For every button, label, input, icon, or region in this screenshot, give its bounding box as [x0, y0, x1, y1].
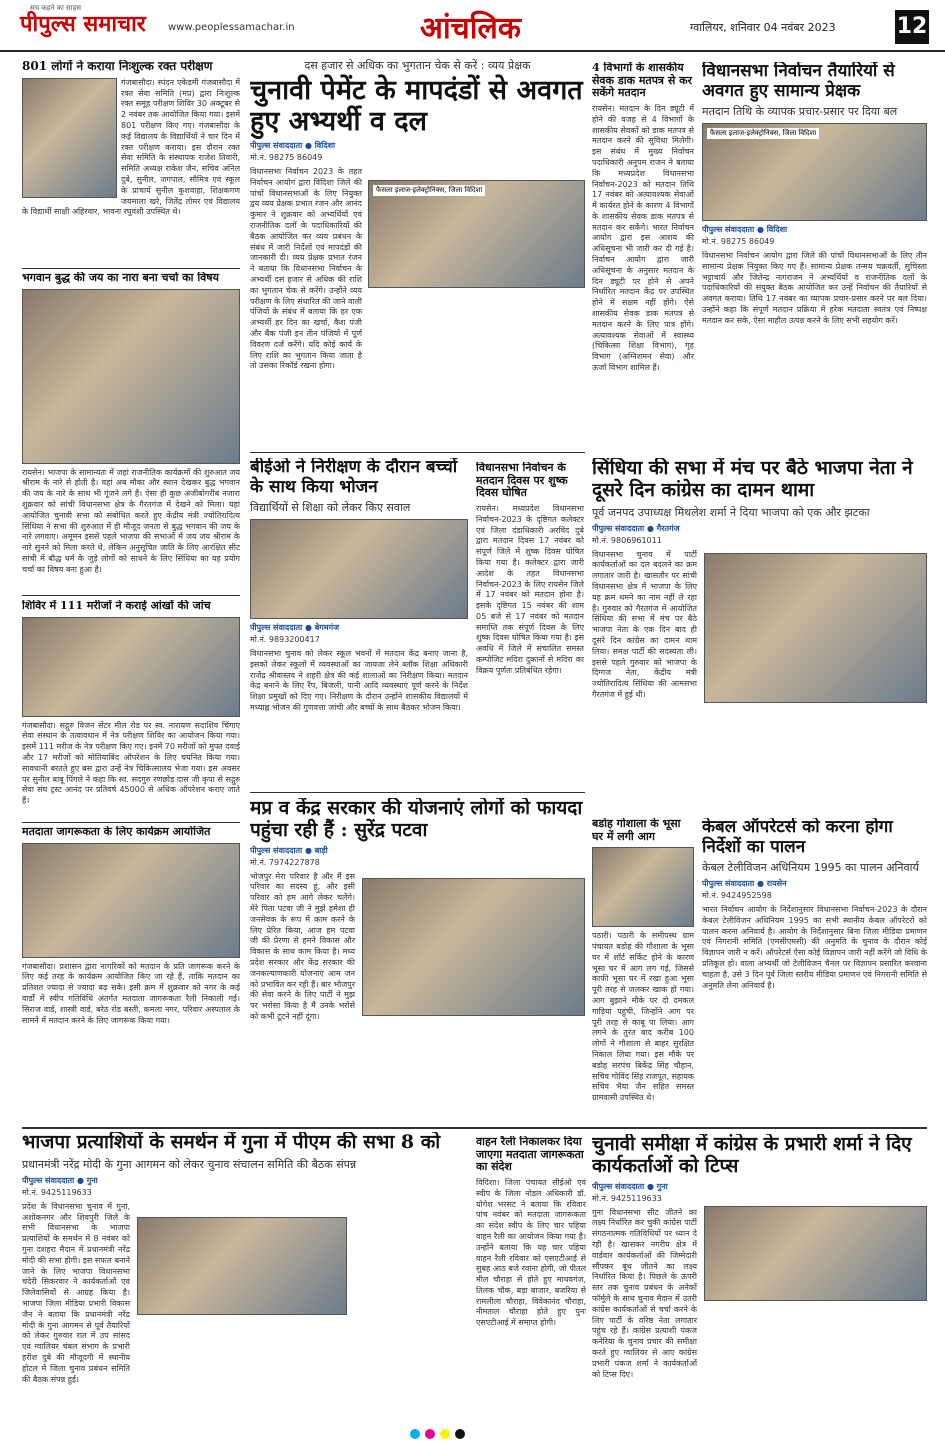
- registration-mark: [440, 1429, 450, 1439]
- article-body: पठारी। पठारी के समीपस्थ ग्राम पंचायत बडोह की गौशाला के भूसा घर में शॉर्ट सर्किट होने के कारण भूसा घर में आग लग गई, जिससे काफी भूसा घर में रखा हुआ भूसा पूरी तरह से जलकर खाक हो गया। आग बुझाने मौके पर दो दमकल गाड़ियां पहुंची, जिन्होंने आग पर पूरी तरह से काबू पा लिया। आग लगने के तुरंत बाद करीब 100 लोगों ने गौशाला से बाहर सुरक्षित निकाल लिया गया। इस मौके पर बडोह सरपंच बिकेंद्र सिंह चौहान, सचिव गोविंद सिंह राजपूत, सहायक सचिव भैया जैन सहित समस्त ग्रामवासी उपस्थित थे।: [592, 931, 694, 1103]
- photo: [22, 289, 240, 464]
- article-blood-test: [22, 60, 240, 265]
- article-body: भोजपुर मेरा परिवार है और मैं इस परिवार का सदस्य हूं, और इसी परिवार को हम आगे लेकर चलेंगे। मेरे पिता पटवा जी ने मुझे हमेशा ही जनसेवक के रूप में काम करने के लिए प्रेरित किया, आज हम पटवा जी की प्रेरणा से हमने विकास और विकास के साथ काम किया है। मध्य प्रदेश सरकार और केंद्र सरकार की जनकल्याणकारी योजनाएं आम जन को प्रभावित कर रही हैं। बार भोजपुर की सेवा करने के लिए पार्टी ने मुझ पर भरोसा किया है मैं उनके भरोसे को कभी टूटने नहीं दूंगा।: [250, 871, 355, 1022]
- page-number: 12: [895, 10, 929, 44]
- photo: [702, 123, 927, 221]
- article-patwa: [250, 798, 585, 1123]
- mobile-number: मो.नं. 9425119633: [592, 1193, 662, 1203]
- byline: पीपुल्स संवाददाता ● गुना: [592, 1181, 668, 1191]
- headline: विधानसभा निर्वाचन के मतदान दिवस पर शुष्क दिवस घोषित: [476, 462, 568, 500]
- article-congress-review: [592, 1134, 927, 1417]
- photo: [137, 1217, 347, 1315]
- headline: मप्र व केंद्र सरकार की योजनाएं लोगों को फायदा पहुंचा रही हैं : सुरेंद्र पटवा: [250, 798, 583, 841]
- article-guna-pm-rally: [22, 1132, 467, 1417]
- article-cable-operators: [702, 818, 927, 1123]
- photo: [362, 878, 585, 1016]
- article-body: विधानसभा चुनाव को लेकर स्कूल भवनों में मतदान केंद्र बनाए जाना है, इसको लेकर स्कूलों में व्यवस्थाओं का जायजा लेने ब्लॉक शिक्षा अधिकारी राजेंद्र श्रीवास्तव ने शहरी क्षेत्र की कई शालाओं का निरीक्षण किया। मतदान केंद्र बनाने के लिए रैंप, बिजली, पानी आदि व्यवस्थाएं पूर्ण करने के निर्देश शिक्षा प्रमुखों को दिए गए। निरीक्षण के दौरान उन्होंने शासकीय विद्यालयों में मध्याह्न भोजन की गुणवत्ता जांची और बच्चों के साथ बैठकर भोजन किया।: [250, 649, 468, 713]
- newspaper-logo: पीपुल्स समाचार: [20, 11, 146, 37]
- headline: 4 विभागों के शासकीय सेवक डाक मतपत्र से कर सकेंगे मतदान: [592, 62, 693, 100]
- byline: पीपुल्स संवाददाता ● बेगमगंज: [250, 623, 340, 633]
- article-voter-awareness: [22, 826, 240, 1126]
- article-body: भारत निर्वाचन आयोग के निर्देशानुसार विधानसभा निर्वाचन-2023 के दौरान केबल टेलीविजन अधिनियम 1995 का सभी स्थानीय केबल ऑपरेटरों को पालन करना अनिवार्य है। आयोग के निर्देशानुसार बिना जिला मीडिया प्रमाणन एवं निगरानी समिति (एमसीएमसी) की अनुमति के चुनाव के दौरान कोई विज्ञापन जारी न करें। ऑपरेटर्स ऐसा कोई विज्ञापन जारी नहीं करेंगे जो विधि के प्रतिकूल हो। वाला अभ्यर्थी जो टेलीविजन चैनल पर विज्ञापन प्रसारित करवाना चाहता है, उसे 3 दिन पूर्व जिला स्तरीय मीडिया प्रमाणन एवं निगरानी समिति से अनुमति लेना अनिवार्य है।: [702, 905, 927, 990]
- subheadline: केबल टेलीविजन अधिनियम 1995 का पालन अनिवार्य: [702, 861, 919, 875]
- photo: [368, 180, 585, 288]
- subheadline: मतदान तिथि के व्यापक प्रचार-प्रसार पर दिया बल: [702, 105, 898, 119]
- headline: केबल ऑपरेटर्स को करना होगा निर्देशों का पालन: [702, 818, 893, 857]
- photo-caption: फैसला इलाज-इलेक्ट्रोनिक्स, जिला विदिशा: [373, 185, 485, 196]
- headline: शिविर में 111 मरीजों ने कराई आंखों की जांच: [22, 600, 211, 612]
- mobile-number: मो.नं. 9425119633: [22, 1187, 92, 1197]
- photo: [592, 847, 694, 927]
- article-body: गंजबासौदा। सद्गुरु विजन सेंटर मील रोड पर स्व. नारायण सदाशिव चिंगाए सेवा संस्थान के तत्वावधान में नेत्र परीक्षण शिविर का आयोजन किया गया। इसमें 111 मरीज के नेत्र परीक्षण किए गए। इनमें 70 मरीजों को मुफ्त दवाई और 17 मरीजों को मोतियाबिंद ऑपरेशन के लिए चयनित किया गया। सावधानी बरतते हुए बस द्वारा उन्हें नेत्र चिकित्सालय भेजा गया। इस अवसर पर सुनील बाबू पिंगले ने कहा कि स्व. सदगुरु रणछोड़ दास जी कृपा से सद्गुरु सेवा संघ ट्रस्ट आनंद पर प्रतिवर्ष 45000 से अधिक ऑपरेशन कराए जाते हैं।: [22, 720, 240, 806]
- article-body: रायसेन। मध्यप्रदेश विधानसभा निर्वाचन-2023 के दृष्टिगत कलेक्टर एवं जिला दंडाधिकारी अरविंद दुबे द्वारा मतदान दिवस 17 नवंबर को संपूर्ण जिले में शुष्क दिवस घोषित किया गया है। कलेक्टर द्वारा जारी आदेश के तहत विधानसभा निर्वाचन-2023 के लिए रायसेन जिले में 17 नवंबर को मतदान होना है। इसके दृष्टिगत 15 नवंबर की शाम 05 बजे से 17 नवंबर को मतदान समाप्ति तक संपूर्ण दिवस के लिए शुष्क दिवस घोषित किया गया है। इस अवधि में जिले में संचालित समस्त कम्पोजिट मदिरा दुकानों से मदिरा का विक्रय पूर्णतः प्रतिबंधित रहेगा।: [476, 503, 584, 675]
- headline: चुनावी समीक्षा में कांग्रेस के प्रभारी शर्मा ने दिए कार्यकर्ताओं को टिप्स: [592, 1134, 912, 1177]
- tagline: सच कहने का साहस: [30, 4, 82, 12]
- photo: [704, 1206, 927, 1301]
- byline: पीपुल्स संवाददाता ● गैरतगंज: [592, 523, 680, 533]
- subheadline: विद्यार्थियों से शिक्षा को लेकर किए सवाल: [250, 501, 411, 515]
- headline: सिंधिया की सभा में मंच पर बैठे भाजपा नेता ने दूसरे दिन कांग्रेस का दामन थामा: [592, 458, 913, 501]
- article-eye-camp: [22, 600, 240, 820]
- mobile-number: मो.नं. 9806961011: [592, 535, 662, 545]
- section-title: आंचलिक: [420, 11, 521, 46]
- photo: [250, 519, 468, 619]
- article-body: रायसेन। भाजपा के सामान्यतः में जहां राजनीतिक कार्यक्रमों की शुरुआत जय श्रीराम के नारे से होती है। वहां अब मौका और स्थान देखकर बुद्ध भगवान की जय के नारे के साथ भी गूंजने लगे हैं। ऐसा ही कुछ अजीबोगरीब नजारा शुक्रवार को सांची विधानसभा क्षेत्र के गैरतगंज में देखने को मिला। यहां आयोजित चुनावी सभा को संबोधित करते हुए केंद्रीय मंत्री ज्योतिरादित्य सिंधिया ने सभा की शुरुआत में ही मौजूद जनता से बुद्ध भगवान की जय के नारे लगवाए। अमूमन इससे पहले भाजपा की सभाओं में जय जय श्रीराम के नारे सुनने को मिला करते थे, लेकिन अनुसूचित जाति के लिए आरक्षित सीट सांची में बौद्ध धर्म के जुड़े लोगों को साधने के लिए सिंधिया का यह प्रयोग चर्चा का विषय बना हुआ है।: [22, 467, 240, 574]
- photo: [22, 843, 240, 958]
- headline: विधानसभा निर्वाचन तैयारियों से अवगत हुए सामान्य प्रेक्षक: [702, 62, 895, 101]
- byline: पीपुल्स संवाददाता ● रायसेन: [702, 879, 787, 889]
- registration-mark: [425, 1429, 435, 1439]
- article-body: प्रदेश के विधानसभा चुनाव में गुना, अशोकनगर और शिवपुरी जिले के सभी विधानसभा के भाजपा प्रत्याशियों के समर्थन में 8 नवंबर को गुना दशहरा मैदान में प्रधानमंत्री नरेंद्र मोदी की सभा होगी। इस सफल बनाने जाने के लिए भाजपा विधानसभा चंदेरी सिकरवार ने कार्यकर्ताओं एवं जिलेवासियों से आग्रह किया है। भाजपा जिला मीडिया प्रभारी विकास जैन ने बताया कि प्रधानमंत्री नरेंद्र मोदी के गुना आगमन से पूर्व तैयारियों को लेकर गुरुवार रात में उप सांसद एवं ग्वालियर चंबल संभाग के प्रभारी हरीश दुबे की मौजूदगी में स्थानीय होटल में जिला चुनाव प्रबंधन समिति की बैठक संपन्न हुई।: [22, 1201, 130, 1384]
- mobile-number: मो.नं. 9424952598: [702, 891, 772, 901]
- article-body: विदिशा। जिला पंचायत सीईओ एवं स्वीप के जिला नोडल अधिकारी डॉ. योगेश भरसट ने बताया कि रविवार पांच नवंबर को मतदाता जागरूकता का संदेश स्वीप के लिए चार पहिया वाहन रैली का आयोजन किया गया है। उन्होंने बताया कि यह चार पहिया वाहन रैली रविवार को एसएटीआई से सुबह आठ बजे रवाना होगी, जो पीतल मील चौराहा से होते हुए माधवगंज, तिलक चौक, बड़ा बाजार, बजरिया से रामलीला चौराहा, विवेकानंद चौराहा, नीमताल चौराहा होते हुए पुनः एसएटीआई में समाप्त होगी।: [476, 1177, 586, 1328]
- registration-mark: [455, 1429, 465, 1439]
- article-body: गुना विधानसभा सीट जीतने का लक्ष्य निर्धारित कर चुकी कांग्रेस पार्टी संगठनात्मक गतिविधियों पर ध्यान दे रही है। खासकर नगरीय क्षेत्र में वार्डवार कार्यकर्ताओं की जिम्मेदारी सौंपकर बूथ जीतने का लक्ष्य निर्धारित किया है। पिछले के ऊपरी स्तर तक चुनाव प्रबंधन के अनेकों फॉर्मूले के साथ चुनाव मैदान में उतरी कांग्रेस कार्यकर्ताओं से चर्चा करने के लिए पार्टी के वरिष्ठ नेता लगातार पहुंच रहे हैं। कांग्रेस प्रत्याशी पंकज कनेरिया के चुनाव प्रचार की समीक्षा करते हुए ग्वालियर से आए कांग्रेस प्रभारी पंकज शर्मा ने कार्यकर्ताओं को टिप्स दिए।: [592, 1207, 697, 1379]
- headline: 801 लोगों ने कराया निःशुल्क रक्त परीक्षण: [22, 60, 213, 73]
- headline: वाहन रैली निकालकर दिया जाएगा मतदाता जागरूकता का संदेश: [476, 1136, 584, 1174]
- article-election-payment: [250, 58, 585, 448]
- article-body: विधानसभा निर्वाचन आयोग द्वारा जिले की पांचों विधानसभाओं के लिए तीन सामान्य प्रेक्षक नियुक्त किए गए हैं। सामान्य प्रेक्षक तन्मय चक्रवर्ती, सुचिस्ता भट्टाचार्य और जितेन्द्र नागराजन ने अभ्यर्थियों व राजनीतिक दलों के पदाधिकारियों की संयुक्त बैठक आयोजित कर उन्हें निर्वाचन की तैयारियों से अवगत कराया। तिथि 17 नवंबर का व्यापक प्रचार-प्रसार करने पर बल दिया। उन्होंने कहा कि संपूर्ण मतदान प्रक्रिया में हरेक मतदाता स्वतंत्र एवं निष्पक्ष मतदान कर सके, ऐसा माहौल उत्पन्न करने के लिए सभी सहयोग करें।: [702, 251, 927, 325]
- article-body: गंजबासौदा। प्रशासन द्वारा नागरिकों को मतदान के प्रति जागरूक करने के लिए कई तरह के कार्यक्रम आयोजित किए जा रहे हैं, ताकि मतदान का प्रतिशत ज्यादा से ज्यादा बढ़ सके। इसी क्रम में शुक्रवार को नगर के कई वार्डों में स्वीप गतिविधि अंतर्गत मतदाता जागरूकता रैली निकाली गई। सिराज वार्ड, शास्त्री वार्ड, बरेठ रोड बस्ती, कमला नगर, परिवार अस्पताल के सामने में मतदान करने के लिए जागरूक किया गया।: [22, 961, 240, 1025]
- mobile-number: मो.नं. 9893200417: [250, 635, 320, 645]
- headline: बीईओ ने निरीक्षण के दौरान बच्चों के साथ किया भोजन: [250, 458, 458, 497]
- article-body: विधानसभा निर्वाचन 2023 के तहत निर्वाचन आयोग द्वारा विदिशा जिले की पांचों विधानसभाओं के लिए नियुक्त द्वय व्यय प्रेक्षक प्रभात रंजन और आनंद कुमार ने शुक्रवार को अभ्यर्थियों एवं राजनीतिक दलों के पदाधिकारियों की बैठक आयोजित कर व्यय प्रबंधन के संबंध में जारी निर्देशों एवं मापदंडों की जानकारी दी। व्यय प्रेक्षक प्रभात रंजन ने बताया कि विधानसभा निर्वाचन के अभ्यर्थी दस हजार से अधिक की राशि का भुगतान चेक से करेंगे। उन्होंने व्यय परीक्षण के लिए संधारित की जाने वाली पंजियों के संबंध में बताया कि हर एक अभ्यर्थी हर दिन का खर्चा, कैश पंजी और बैंक पंजी इन तीन पंजियों में पूर्ण विवरण दर्ज करेंगे। यदि कोई कार्य के लिए राशि का भुगतान किया जाता है तो उसका रिकॉर्ड रखना होगा।: [250, 167, 362, 371]
- article-beo-inspection: [250, 458, 468, 788]
- article-general-observer: [702, 62, 927, 452]
- photo: [22, 78, 117, 198]
- byline: पीपुल्स संवाददाता ● गुना: [22, 1175, 98, 1185]
- masthead: [0, 0, 945, 52]
- article-body: रायसेन। मतदान के दिन ड्यूटी में होने की वजह से 4 विभागों के शासकीय सेवकों को डाक मतपत्र से मतदान करने की सुविधा मिलेगी। इस संबंध में मुख्य निर्वाचन पदाधिकारी अनुपम राजन ने बताया कि मध्यप्रदेश विधानसभा निर्वाचन-2023 को मतदान तिथि 17 नवंबर को अत्यावश्यक सेवाओं में कार्यरत होने के कारण 4 विभागों के शासकीय सेवक डाक मतपत्र से मतदान कर सकेंगे। भारत निर्वाचन आयोग द्वारा इस आशय की अधिसूचना भी जारी कर दी गई है। निर्वाचन आयोग द्वारा जारी अधिसूचना के अनुसार मतदान के दिन ड्यूटी पर होने से अपने निर्धारित मतदान केंद्र पर उपस्थित होने में सक्षम नहीं होंगे। ऐसे शासकीय सेवक डाक मतपत्र से मतदान करने के लिए पात्र होंगे। अत्यावश्यक सेवाओं में स्वास्थ्य (चिकित्सा शिक्षा विभाग), गृह विभाग (अग्निशमन सेवा) और ऊर्जा विभाग शामिल हैं।: [592, 103, 694, 373]
- article-vehicle-rally: [476, 1136, 586, 1416]
- article-postal-ballot: [592, 62, 694, 452]
- article-body: विधानसभा चुनाव में पार्टी कार्यकर्ताओं का दल बदलने का क्रम लगातार जारी है। खासतौर पर सांची विधानसभा क्षेत्र में भाजपा के लिए यह क्रम थमने का नाम नहीं ले रहा है। गुरुवार को गैरतगंज में आयोजित सिंधिया की सभा में मंच पर बैठे भाजपा नेता के एक दिन बाद ही दूसरे दिन कांग्रेस का दामन थाम लिया। समक्ष पार्टी की सदस्यता ली। इससे पहले गुरुवार को भाजपा के दिग्गज नेता, केंद्रीय मंत्री ज्योतिरादित्य सिंधिया की आमसभा गैरतगंज में हुई थी।: [592, 549, 697, 700]
- article-scindia-rally: [592, 458, 927, 813]
- headline: भाजपा प्रत्याशियों के समर्थन में गुना में पीएम की सभा 8 को: [22, 1132, 441, 1153]
- dateline: ग्वालियर, शनिवार 04 नवंबर 2023: [690, 21, 836, 34]
- mobile-number: मो.नं. 98275 86049: [702, 237, 775, 247]
- article-buddha: [22, 272, 240, 592]
- article-dry-day: [476, 462, 584, 787]
- mobile-number: मो.नं. 98275 86049: [250, 153, 323, 163]
- article-body: गंजबासौदा। स्पंदन एकेडमी गंजबासौदा में रक्त सेवा समिति (मप्र) द्वारा निःशुल्क रक्त समूह परीक्षण शिविर 30 अक्टूबर से 2 नवंबर तक आयोजित किया गया। इसमें 801 परीक्षण किए गए। गंजबासौदा के कई विद्यालय के विद्यार्थियों ने चार दिन में रक्त परीक्षण कराया। इस दौरान रक्त सेवा समिति के संस्थापक राजेश तिवारी, समिति अध्यक्ष राकेश जैन, सचिव अनिल दुबे, सुनील, जगपाल, सौमित्र एवं स्कूल के प्राचार्य सुनील कुशवाहा, शिक्षकगण जयमाला खरे, जितेंद्र तोमर एवं विद्यालय के विद्यार्थी साक्षी अहिरवार, भावना रघुवंशी उपस्थित थे।: [22, 77, 240, 217]
- subheadline: प्रधानमंत्री नरेंद्र मोदी के गुना आगमन को लेकर चुनाव संचालन समिति की बैठक संपन्न: [22, 1157, 357, 1171]
- headline: चुनावी पेमेंट के मापदंडों से अवगत हुए अभ्यर्थी व दल: [250, 75, 583, 138]
- mobile-number: मो.नं. 7974227878: [250, 857, 320, 867]
- registration-mark: [410, 1429, 420, 1439]
- byline: पीपुल्स संवाददाता ● विदिशा: [250, 141, 336, 151]
- subheadline: पूर्व जनपद उपाध्यक्ष मिथलेश शर्मा ने दिया भाजपा को एक और झटका: [592, 505, 870, 519]
- article-gaushala-fire: [592, 818, 694, 1123]
- photo: [22, 617, 240, 717]
- kicker: दस हजार से अधिक का भुगतान चेक से करें : व्यय प्रेक्षक: [304, 59, 531, 72]
- byline: पीपुल्स संवाददाता ● बाड़ी: [250, 845, 328, 855]
- photo-caption: फैसला इलाज-इलेक्ट्रोनिक्स, जिला विदिशा: [707, 128, 819, 139]
- headline: मतदाता जागरूकता के लिए कार्यक्रम आयोजित: [22, 826, 211, 838]
- headline: भगवान बुद्ध की जय का नारा बना चर्चा का विषय: [22, 272, 220, 284]
- headline: बडोह गोशाला के भूसा घर में लगी आग: [592, 818, 681, 843]
- photo: [704, 553, 927, 703]
- byline: पीपुल्स संवाददाता ● विदिशा: [702, 225, 788, 235]
- website-url[interactable]: www.peoplessamachar.in: [168, 22, 295, 33]
